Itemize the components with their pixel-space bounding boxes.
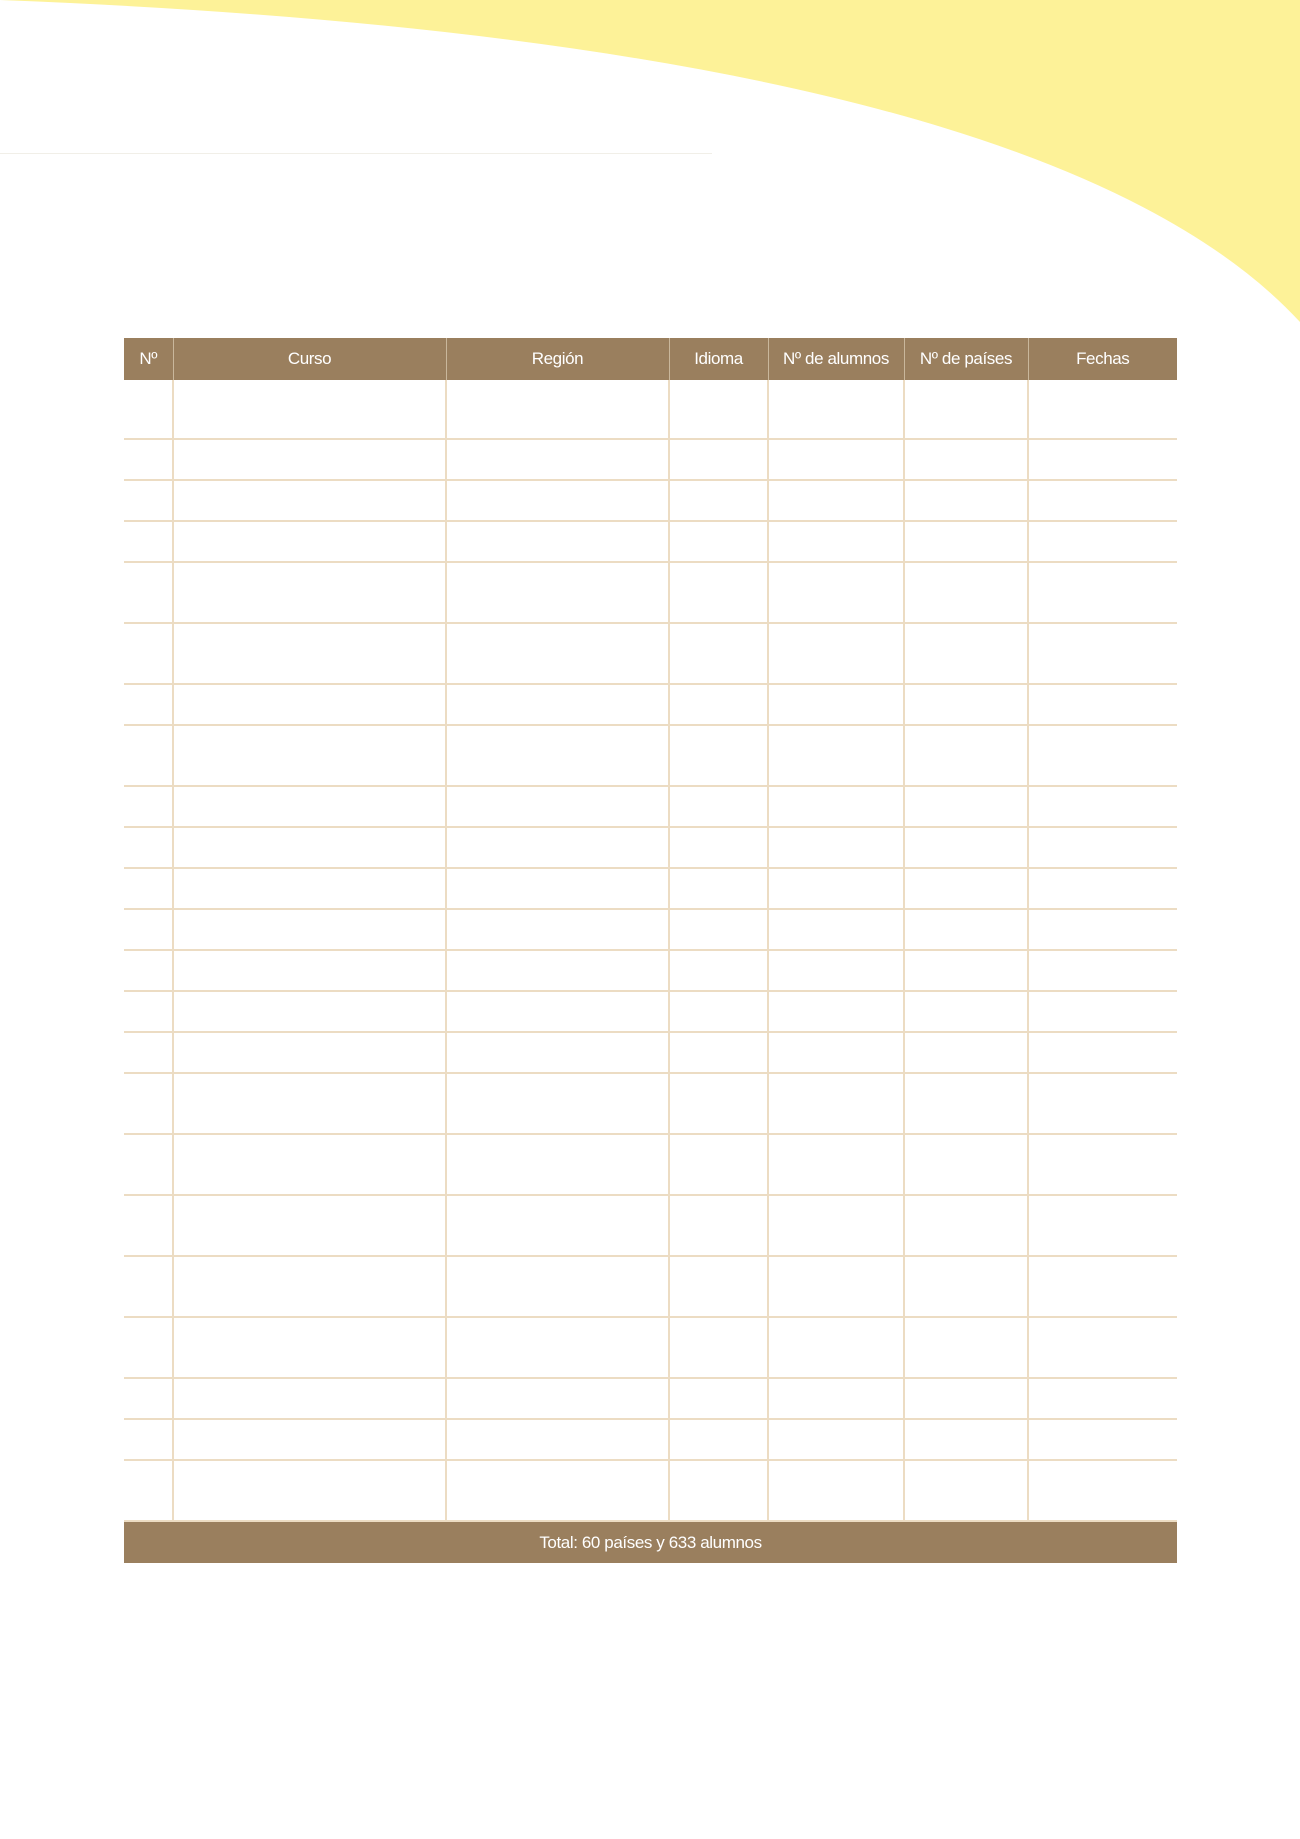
decorative-swoosh [0, 0, 1300, 330]
table-cell [446, 1460, 669, 1521]
table-cell [173, 439, 446, 480]
table-cell [768, 827, 904, 868]
table-cell [124, 439, 173, 480]
table-cell [173, 991, 446, 1032]
table-cell [1028, 562, 1177, 623]
table-cell [124, 480, 173, 521]
table-cell [768, 521, 904, 562]
table-cell [669, 1317, 768, 1378]
table-cell [768, 684, 904, 725]
column-header-countries: Nº de países [904, 338, 1028, 380]
table-cell [124, 725, 173, 786]
table-cell [1028, 868, 1177, 909]
column-header-students: Nº de alumnos [768, 338, 904, 380]
table-row [124, 909, 1177, 950]
table-cell [904, 521, 1028, 562]
table-row [124, 1256, 1177, 1317]
table-cell [124, 1317, 173, 1378]
table-cell [446, 521, 669, 562]
table-row [124, 623, 1177, 684]
table-cell [669, 827, 768, 868]
table-cell [446, 562, 669, 623]
table-cell [768, 1256, 904, 1317]
table-cell [173, 1419, 446, 1460]
table-cell [669, 684, 768, 725]
table-row [124, 991, 1177, 1032]
table-cell [1028, 380, 1177, 439]
table-row [124, 786, 1177, 827]
table-cell [124, 786, 173, 827]
table-row [124, 827, 1177, 868]
table-cell [768, 991, 904, 1032]
table-cell [768, 380, 904, 439]
table-row [124, 1134, 1177, 1195]
table-cell [904, 1317, 1028, 1378]
table-cell [124, 827, 173, 868]
table-cell [669, 909, 768, 950]
table-cell [669, 1419, 768, 1460]
table-cell [768, 868, 904, 909]
table-cell [124, 1134, 173, 1195]
table-cell [1028, 1073, 1177, 1134]
table-cell [173, 521, 446, 562]
table-cell [173, 1195, 446, 1256]
table-cell [124, 909, 173, 950]
table-cell [1028, 725, 1177, 786]
table-cell [904, 1032, 1028, 1073]
table-cell [768, 1073, 904, 1134]
table-cell [446, 1195, 669, 1256]
table-cell [904, 786, 1028, 827]
table-cell [904, 562, 1028, 623]
table-cell [446, 827, 669, 868]
table-cell [124, 1419, 173, 1460]
table-cell [768, 1317, 904, 1378]
table-cell [669, 1256, 768, 1317]
table-cell [446, 1378, 669, 1419]
table-cell [173, 684, 446, 725]
table-cell [1028, 827, 1177, 868]
table-cell [446, 1256, 669, 1317]
table-cell [669, 1195, 768, 1256]
table-cell [1028, 480, 1177, 521]
table-cell [1028, 991, 1177, 1032]
table-cell [904, 1134, 1028, 1195]
table-cell [768, 1032, 904, 1073]
swoosh-shape [0, 0, 1300, 322]
table-cell [904, 1073, 1028, 1134]
table-row [124, 1378, 1177, 1419]
table-cell [904, 991, 1028, 1032]
table-cell [446, 1419, 669, 1460]
table-cell [669, 380, 768, 439]
table-cell [173, 725, 446, 786]
table-cell [124, 868, 173, 909]
table-cell [173, 623, 446, 684]
table-cell [173, 562, 446, 623]
table-row [124, 562, 1177, 623]
table-cell [1028, 1317, 1177, 1378]
table-cell [173, 1073, 446, 1134]
table-cell [768, 562, 904, 623]
table-cell [173, 1032, 446, 1073]
table-cell [904, 1256, 1028, 1317]
column-header-language: Idioma [669, 338, 768, 380]
table-cell [904, 909, 1028, 950]
table-cell [669, 439, 768, 480]
table-cell [768, 1460, 904, 1521]
table-body [124, 380, 1177, 1521]
table-cell [1028, 786, 1177, 827]
table-cell [1028, 1419, 1177, 1460]
table-cell [669, 991, 768, 1032]
table-cell [173, 827, 446, 868]
table-row [124, 1460, 1177, 1521]
table-cell [446, 380, 669, 439]
table-row [124, 684, 1177, 725]
table-cell [768, 1195, 904, 1256]
table-cell [446, 991, 669, 1032]
table-cell [1028, 439, 1177, 480]
table-cell [669, 1032, 768, 1073]
table-row [124, 868, 1177, 909]
table-row [124, 380, 1177, 439]
table-cell [173, 380, 446, 439]
table-row [124, 1032, 1177, 1073]
table-cell [446, 480, 669, 521]
table-cell [446, 786, 669, 827]
table-cell [173, 1256, 446, 1317]
table-cell [904, 1378, 1028, 1419]
table-cell [1028, 1460, 1177, 1521]
table-cell [904, 1195, 1028, 1256]
table-cell [446, 725, 669, 786]
table-cell [1028, 1032, 1177, 1073]
table-cell [173, 868, 446, 909]
table-cell [1028, 684, 1177, 725]
table-row [124, 521, 1177, 562]
table-cell [669, 623, 768, 684]
table-row [124, 1419, 1177, 1460]
table-cell [124, 521, 173, 562]
table-cell [904, 1419, 1028, 1460]
table-cell [124, 991, 173, 1032]
table-cell [669, 1073, 768, 1134]
table-row [124, 1317, 1177, 1378]
table-row [124, 1195, 1177, 1256]
table-cell [904, 950, 1028, 991]
table-cell [669, 1460, 768, 1521]
table-cell [124, 1460, 173, 1521]
table-cell [446, 684, 669, 725]
header-rule [0, 153, 712, 154]
table-cell [1028, 521, 1177, 562]
table-cell [669, 562, 768, 623]
column-header-dates: Fechas [1028, 338, 1177, 380]
table-cell [1028, 950, 1177, 991]
table-cell [173, 786, 446, 827]
column-header-region: Región [446, 338, 669, 380]
table-cell [124, 1073, 173, 1134]
table-cell [904, 623, 1028, 684]
table-cell [446, 1134, 669, 1195]
table-cell [768, 1378, 904, 1419]
table-cell [173, 1134, 446, 1195]
table-cell [124, 1378, 173, 1419]
table-cell [124, 1256, 173, 1317]
table-cell [768, 1134, 904, 1195]
column-header-number: Nº [124, 338, 173, 380]
table-cell [1028, 1134, 1177, 1195]
table-cell [173, 1317, 446, 1378]
table-cell [124, 380, 173, 439]
table-cell [669, 725, 768, 786]
table-header-row [124, 338, 1177, 380]
table-cell [173, 1460, 446, 1521]
table-cell [904, 725, 1028, 786]
table-cell [173, 1378, 446, 1419]
table-row [124, 950, 1177, 991]
table-cell [124, 562, 173, 623]
table-cell [768, 623, 904, 684]
table-cell [173, 909, 446, 950]
table-row [124, 480, 1177, 521]
table-cell [124, 1032, 173, 1073]
table-cell [124, 684, 173, 725]
table-cell [768, 1419, 904, 1460]
table-cell [669, 1378, 768, 1419]
table-cell [1028, 1195, 1177, 1256]
total-row [124, 1521, 1177, 1563]
table-cell [1028, 1256, 1177, 1317]
table-cell [446, 909, 669, 950]
table-cell [669, 480, 768, 521]
table-row [124, 1073, 1177, 1134]
table-cell [669, 1134, 768, 1195]
column-header-course: Curso [173, 338, 446, 380]
table-cell [904, 439, 1028, 480]
table-cell [904, 868, 1028, 909]
table-cell [1028, 909, 1177, 950]
table-cell [124, 1195, 173, 1256]
table-cell [669, 868, 768, 909]
table-cell [904, 684, 1028, 725]
table-cell [446, 1317, 669, 1378]
table-cell [768, 950, 904, 991]
table-cell [669, 521, 768, 562]
table-row [124, 439, 1177, 480]
table-cell [669, 950, 768, 991]
table-cell [904, 1460, 1028, 1521]
table-cell [669, 786, 768, 827]
table-cell [446, 950, 669, 991]
table-cell [768, 439, 904, 480]
table-cell [446, 1073, 669, 1134]
table-cell [446, 868, 669, 909]
table-cell [768, 786, 904, 827]
table-cell [446, 623, 669, 684]
total-label: Total: 60 países y 633 alumnos [124, 1521, 1177, 1563]
table-cell [124, 623, 173, 684]
table-cell [446, 439, 669, 480]
table-row [124, 725, 1177, 786]
table-cell [173, 950, 446, 991]
courses-table [124, 338, 1177, 1563]
table-cell [904, 380, 1028, 439]
table-cell [768, 480, 904, 521]
table-cell [904, 827, 1028, 868]
table-cell [1028, 623, 1177, 684]
table-cell [768, 909, 904, 950]
table-cell [1028, 1378, 1177, 1419]
table-cell [768, 725, 904, 786]
table-cell [904, 480, 1028, 521]
table-cell [446, 1032, 669, 1073]
table-cell [124, 950, 173, 991]
table-cell [173, 480, 446, 521]
